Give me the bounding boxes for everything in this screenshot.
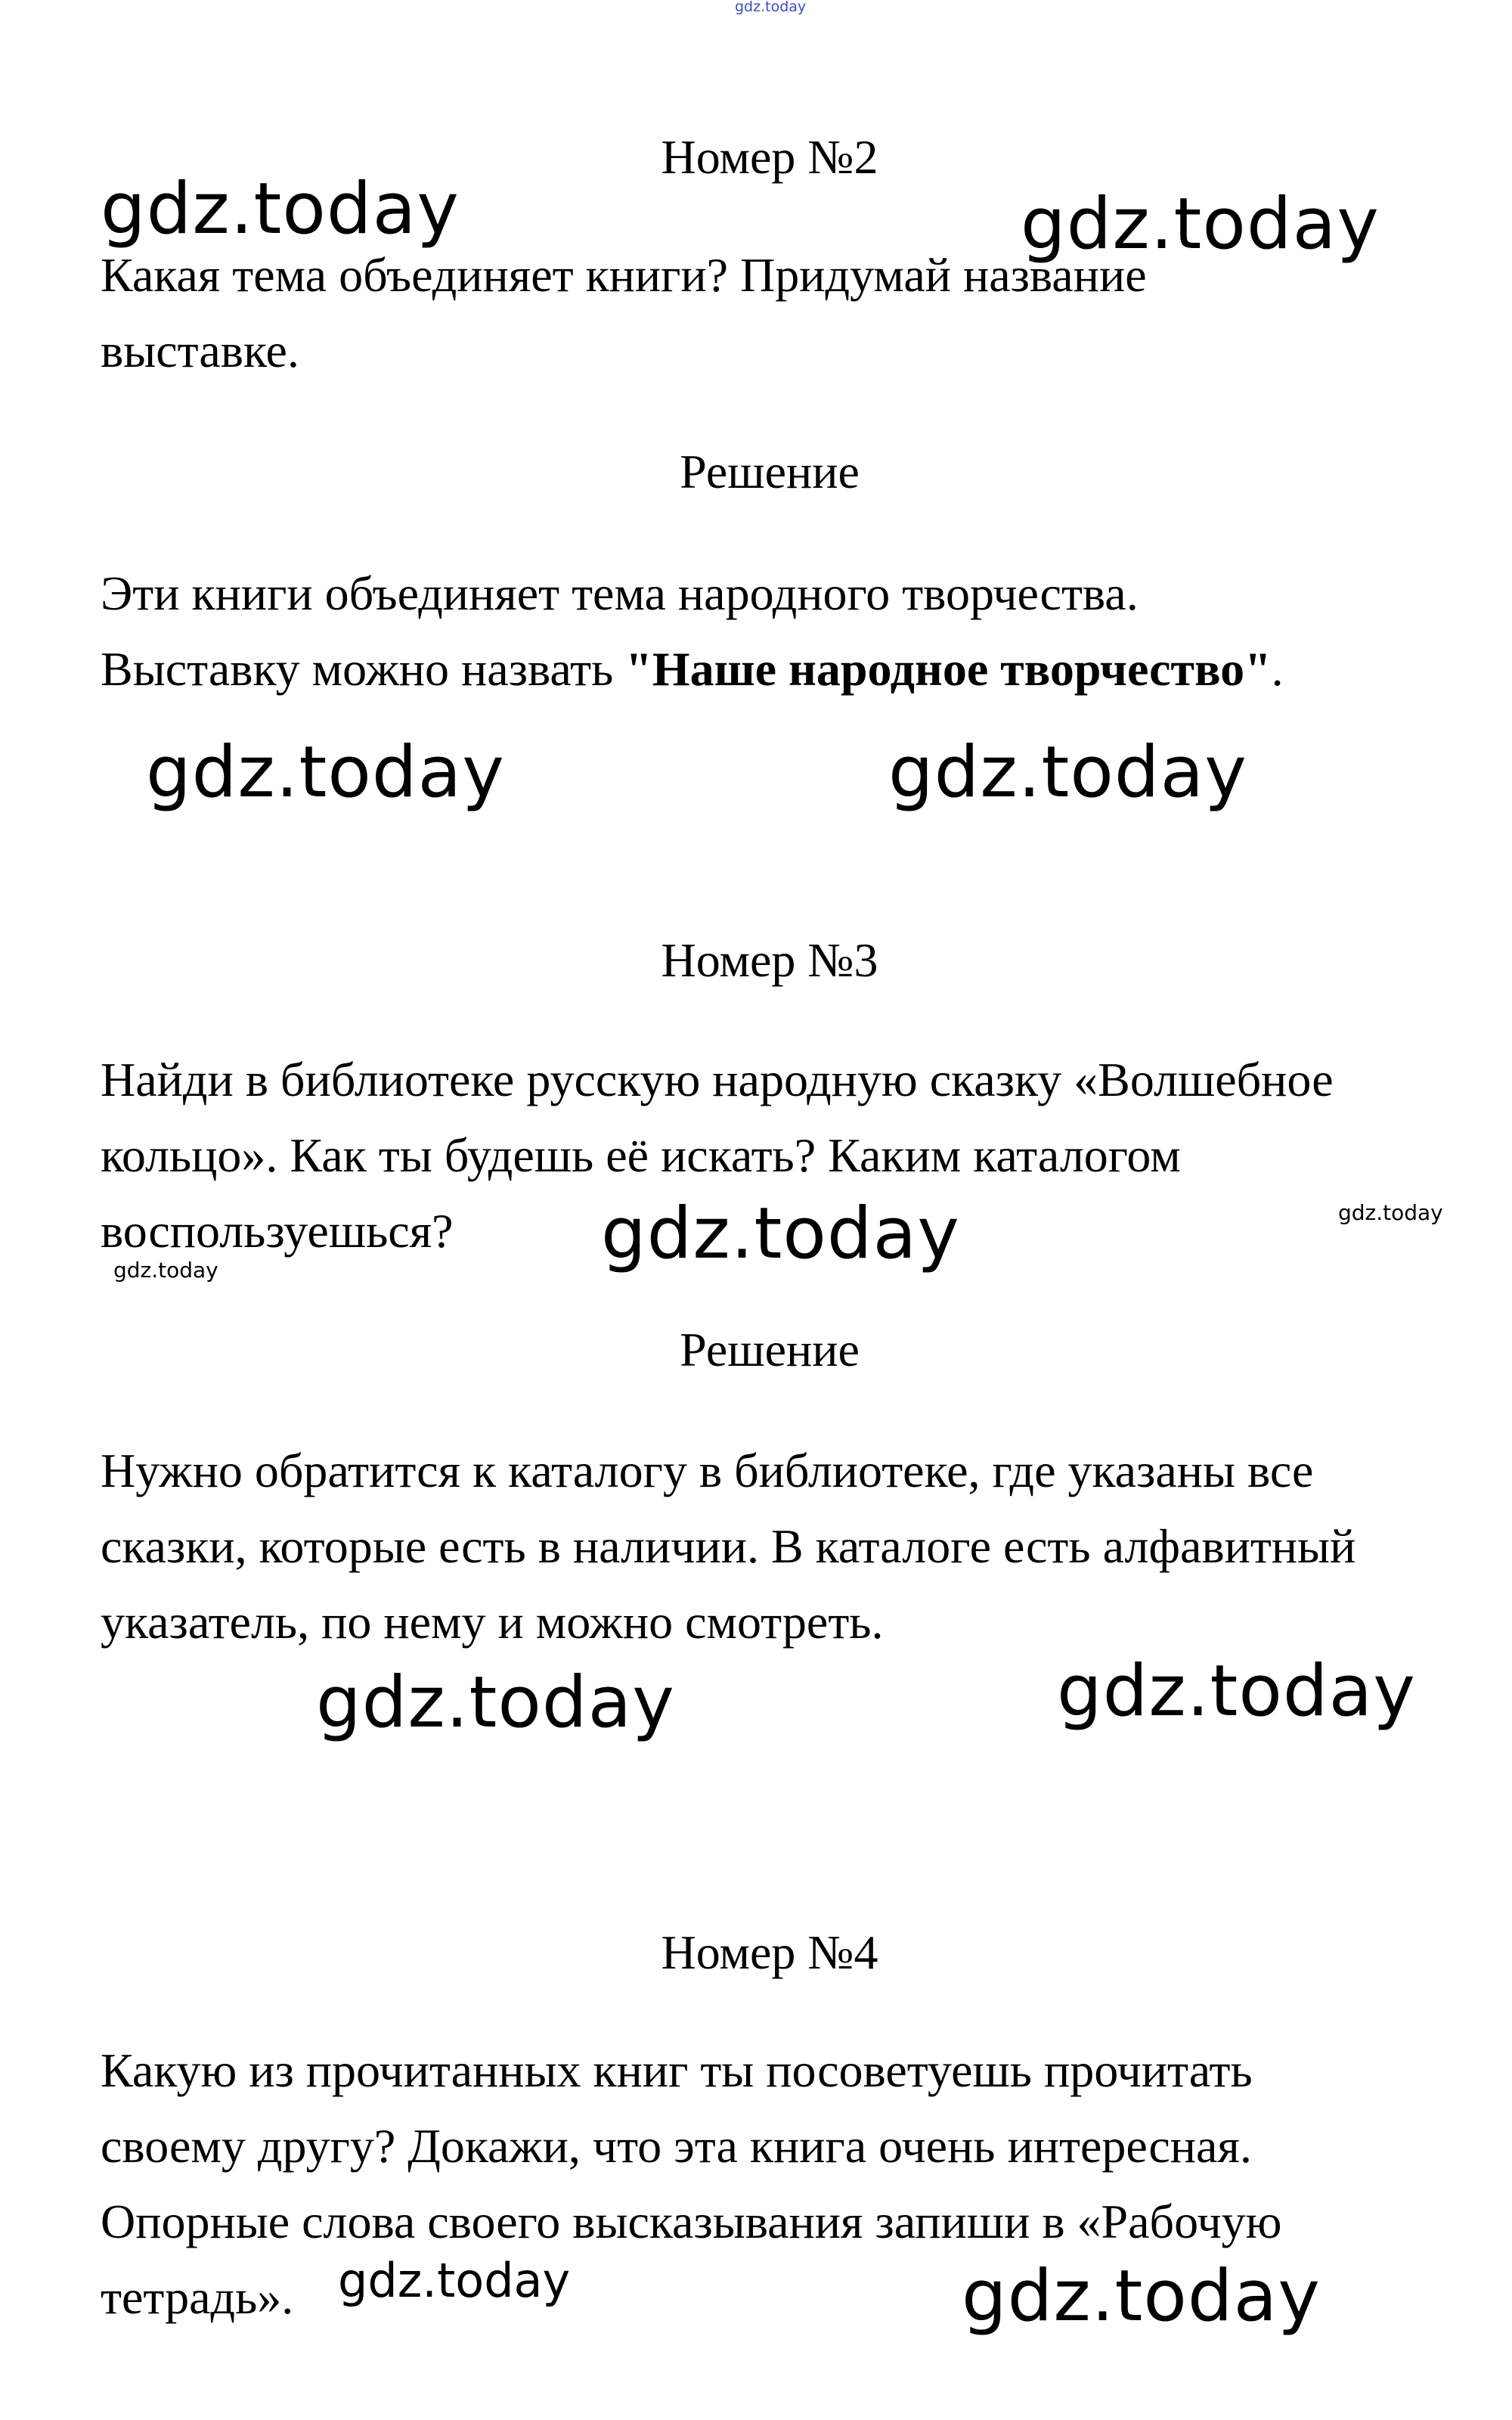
question-line: Найди в библиотеке русскую народную сказку «Волшебное [101, 1053, 1334, 1106]
answer-line [101, 631, 1284, 707]
question-line: своему другу? Докажи, что эта книга очень интересная. [101, 2119, 1252, 2173]
question-line: Какую из прочитанных книг ты посоветуешь прочитать [101, 2043, 1253, 2097]
question-line: кольцо». Как ты будешь её искать? Каким каталогом [101, 1128, 1181, 1182]
question-line: тетрадь». [101, 2270, 294, 2324]
answer-line: указатель, по нему и можно смотреть. [101, 1595, 884, 1649]
watermark: gdz.today [316, 1661, 675, 1744]
answer-line: Нужно обратится к каталогу в библиотеке, где указаны все [101, 1444, 1314, 1497]
solution-label-task-3: Решение [680, 1323, 860, 1376]
watermark: gdz.today [101, 168, 460, 250]
heading-task-3: Номер №3 [661, 933, 878, 987]
question-task-2 [101, 237, 1147, 389]
watermark: gdz.today [1021, 183, 1380, 265]
watermark: gdz.today [113, 1258, 218, 1283]
answer-task-3 [101, 1433, 1356, 1660]
question-line: Опорные слова своего высказывания запиши в «Рабочую [101, 2195, 1282, 2248]
watermark: gdz.today [601, 1193, 960, 1275]
heading-task-4: Номер №4 [661, 1925, 878, 1979]
answer-task-2 [101, 556, 1284, 707]
question-line: воспользуешься? [101, 1204, 454, 1258]
watermark: gdz.today [888, 731, 1247, 814]
watermark: gdz.today [146, 731, 505, 814]
answer-line: Эти книги объединяет тема народного творчества. [101, 566, 1139, 620]
answer-text: . [1271, 642, 1284, 696]
answer-line: сказки, которые есть в наличии. В каталоге есть алфавитный [101, 1519, 1356, 1573]
watermark: gdz.today [962, 2255, 1321, 2338]
question-line: Какая тема объединяет книги? Придумай название [101, 248, 1147, 302]
question-line: выставке. [101, 324, 299, 377]
watermark: gdz.today [1057, 1650, 1416, 1733]
watermark: gdz.today [338, 2253, 571, 2308]
watermark: gdz.today [1338, 1200, 1443, 1225]
watermark-top: gdz.today [735, 0, 807, 15]
answer-text: Выставку можно назвать [101, 642, 626, 696]
exhibition-title: "Наше народное творчество" [625, 642, 1272, 696]
heading-task-2: Номер №2 [661, 130, 878, 184]
solution-label-task-2: Решение [680, 445, 860, 498]
